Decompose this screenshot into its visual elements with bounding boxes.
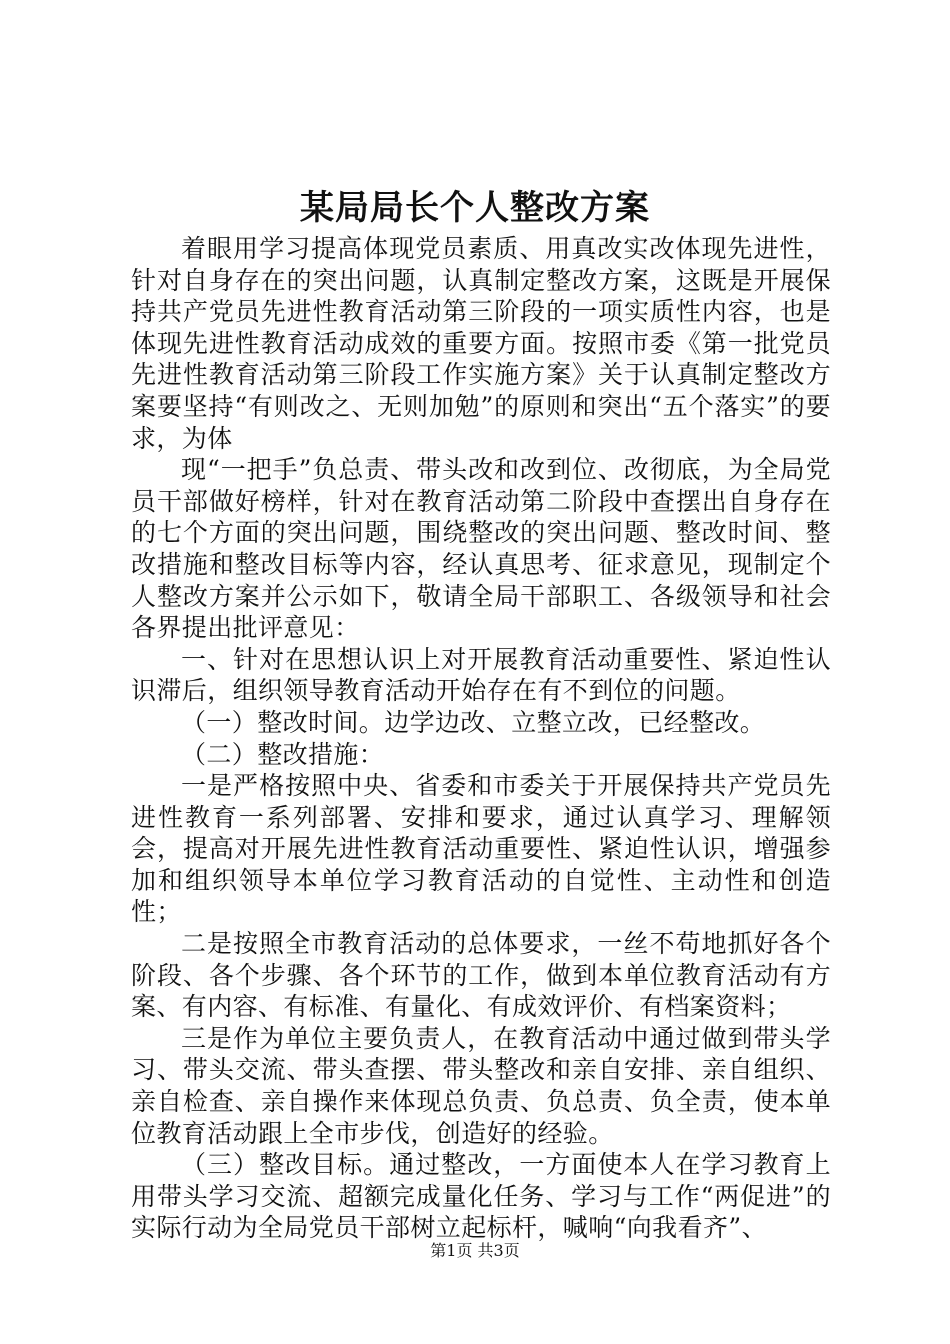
paragraph: 一是严格按照中央、省委和市委关于开展保持共产党员先进性教育一系列部署、安排和要求，通过认真学习、理解领会，提高对开展先进性教育活动重要性、紧迫性认识，增强参加和组织领导本单位学习教育活动的自觉性、主动性和创造性； — [131, 771, 831, 927]
document-body — [131, 233, 831, 1244]
paragraph: （一）整改时间。边学边改、立整立改，已经整改。 — [181, 707, 766, 737]
paragraph: 二是按照全市教育活动的总体要求，一丝不苟地抓好各个阶段、各个步骤、各个环节的工作，做到本单位教育活动有方案、有内容、有标准、有量化、有成效评价、有档案资料； — [131, 929, 831, 1022]
paragraph: （二）整改措施： — [181, 739, 385, 769]
paragraph: 一、针对在思想认识上对开展教育活动重要性、紧迫性认识滞后，组织领导教育活动开始存在有不到位的问题。 — [131, 644, 831, 706]
paragraph: 三是作为单位主要负责人，在教育活动中通过做到带头学习、带头交流、带头查摆、带头整改和亲自安排、亲自组织、亲自检查、亲自操作来体现总负责、负总责、负全责，使本单位教育活动跟上全市步伐，创造好的经验。 — [131, 1023, 831, 1148]
paragraph: 现“一把手”负总责、带头改和改到位、改彻底，为全局党员干部做好榜样，针对在教育活动第二阶段中查摆出自身存在的七个方面的突出问题，围绕整改的突出问题、整改时间、整改措施和整改目标等内容，经认真思考、征求意见，现制定个人整改方案并公示如下，敬请全局干部职工、各级领导和社会各界提出批评意见： — [131, 455, 831, 643]
page-indicator: 第1页 共3页 — [430, 1241, 520, 1260]
paragraph: 着眼用学习提高体现党员素质、用真改实改体现先进性，针对自身存在的突出问题，认真制定整改方案，这既是开展保持共产党员先进性教育活动第三阶段的一项实质性内容，也是体现先进性教育活动成效的重要方面。按照市委《第一批党员先进性教育活动第三阶段工作实施方案》关于认真制定整改方案要坚持“有则改之、无则加勉”的原则和突出“五个落实”的要求，为体 — [131, 234, 831, 453]
paragraph: （三）整改目标。通过整改，一方面使本人在学习教育上用带头学习交流、超额完成量化任务、学习与工作“两促进”的实际行动为全局党员干部树立起标杆，喊响“向我看齐”、 — [131, 1150, 831, 1243]
document-title: 某局局长个人整改方案 — [300, 188, 650, 228]
